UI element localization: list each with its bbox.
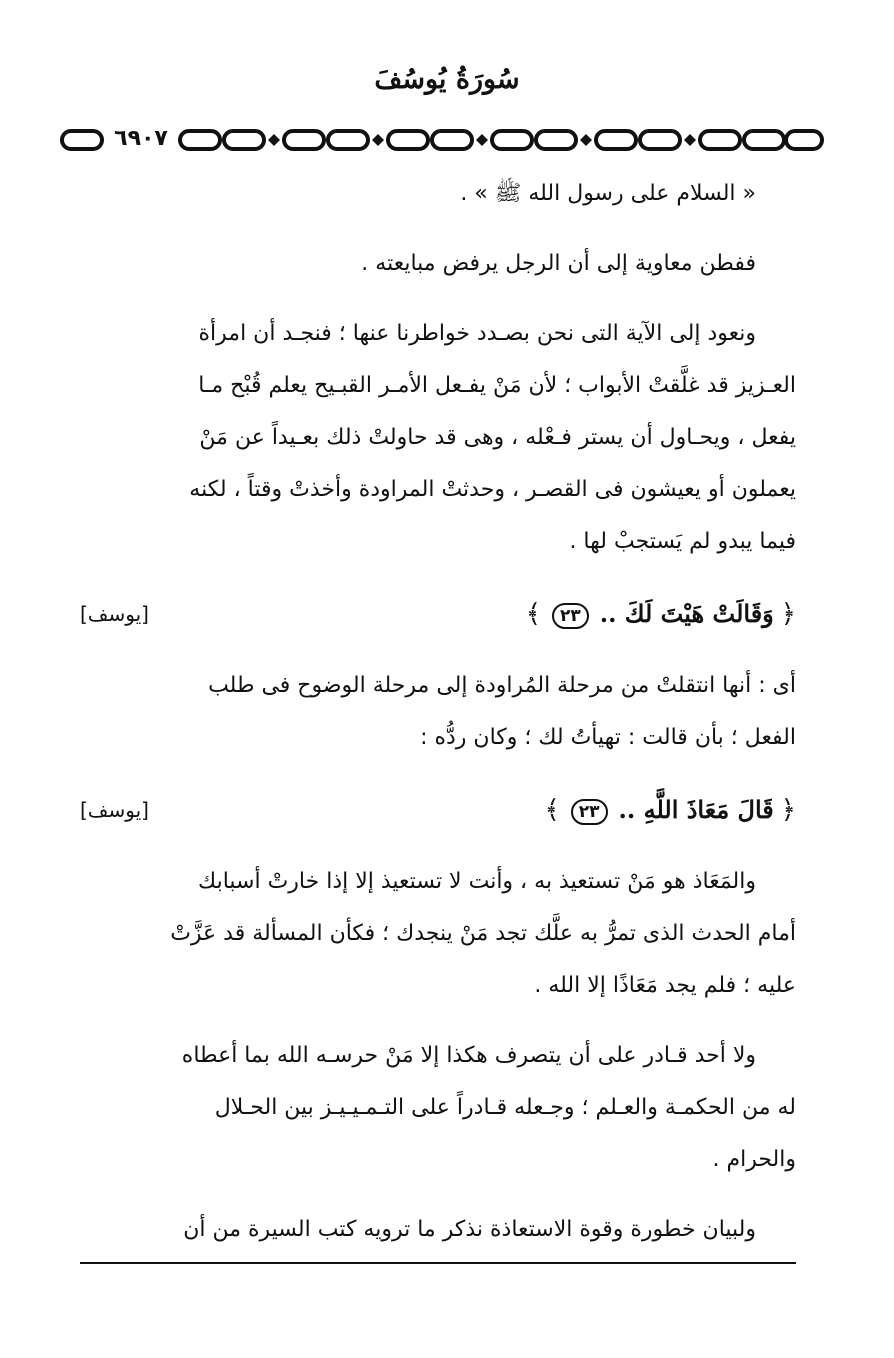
text-line: ولا أحد قـادر على أن يتصرف هكذا إلا مَنْ حرسـه الله بما أعطاه bbox=[181, 1043, 756, 1068]
surah-title: سُورَةُ يُوسُفَ bbox=[374, 64, 520, 95]
verse-open-bracket-icon: ﴿ bbox=[780, 795, 796, 825]
verse-text: قَالَ مَعَاذَ اللَّهِ .. bbox=[618, 795, 774, 824]
text-line: ولبيان خطورة وقوة الاستعاذة نذكر ما ترويه كتب السيرة من أن bbox=[183, 1217, 756, 1242]
quran-verse bbox=[80, 782, 796, 838]
surah-reference: [يوسف] bbox=[80, 602, 149, 626]
text-line: له من الحكمـة والعـلم ؛ وجـعله قـادراً على التـمـيـيـز بين الحـلال bbox=[214, 1095, 796, 1120]
ayah-number: ٢٣ bbox=[571, 799, 608, 825]
text-line: والحرام . bbox=[712, 1147, 796, 1172]
text-line: يعملون أو يعيشون فى القصـر ، وحدثتْ المراودة وأخذتْ وقتاً ، لكنه bbox=[189, 477, 796, 502]
text-line: فيما يبدو لم يَستجبْ لها . bbox=[569, 529, 796, 554]
verse-text: وَقَالَتْ هَيْتَ لَكَ .. bbox=[599, 599, 774, 628]
verse-open-bracket-icon: ﴿ bbox=[780, 599, 796, 629]
text-line: أى : أنها انتقلتْ من مرحلة المُراودة إلى مرحلة الوضوح فى طلب bbox=[208, 673, 796, 698]
verse-close-bracket-icon: ﴾ bbox=[544, 795, 560, 825]
text-line: أمام الحدث الذى تمرُّ به علَّك تجد مَنْ ينجدك ؛ فكأن المسألة قد عَزَّتْ bbox=[170, 921, 796, 946]
page-number: ٦٩٠٧ bbox=[106, 122, 176, 156]
quran-verse bbox=[80, 586, 796, 642]
text-line: العـزيز قد غلَّقتْ الأبواب ؛ لأن مَنْ يفـعل الأمـر القبـيح يعلم قُبْح مـا bbox=[198, 373, 796, 398]
text-line: ونعود إلى الآية التى نحن بصـدد خواطرنا عنها ؛ فنجـد أن امرأة bbox=[198, 321, 756, 346]
text-line: ففطن معاوية إلى أن الرجل يرفض مبايعته . bbox=[361, 251, 756, 276]
body-text bbox=[80, 168, 796, 1256]
text-line: عليه ؛ فلم يجد مَعَاذًا إلا الله . bbox=[534, 973, 796, 998]
verse-close-bracket-icon: ﴾ bbox=[525, 599, 541, 629]
ayah-number: ٢٣ bbox=[552, 603, 589, 629]
text-line: يفعل ، ويحـاول أن يستر فـعْله ، وهى قد حاولتْ ذلك بعـيداً عن مَنْ bbox=[199, 425, 796, 450]
text-line: والمَعَاذ هو مَنْ تستعيذ به ، وأنت لا تستعيذ إلا إذا خارتْ أسبابك bbox=[198, 869, 756, 894]
text-line: الفعل ؛ بأن قالت : تهيأتُ لك ؛ وكان ردُّه : bbox=[420, 725, 796, 750]
footer-divider bbox=[80, 1262, 796, 1264]
text-line: « السلام على رسول الله ﷺ » . bbox=[460, 181, 756, 206]
surah-reference: [يوسف] bbox=[80, 798, 149, 822]
